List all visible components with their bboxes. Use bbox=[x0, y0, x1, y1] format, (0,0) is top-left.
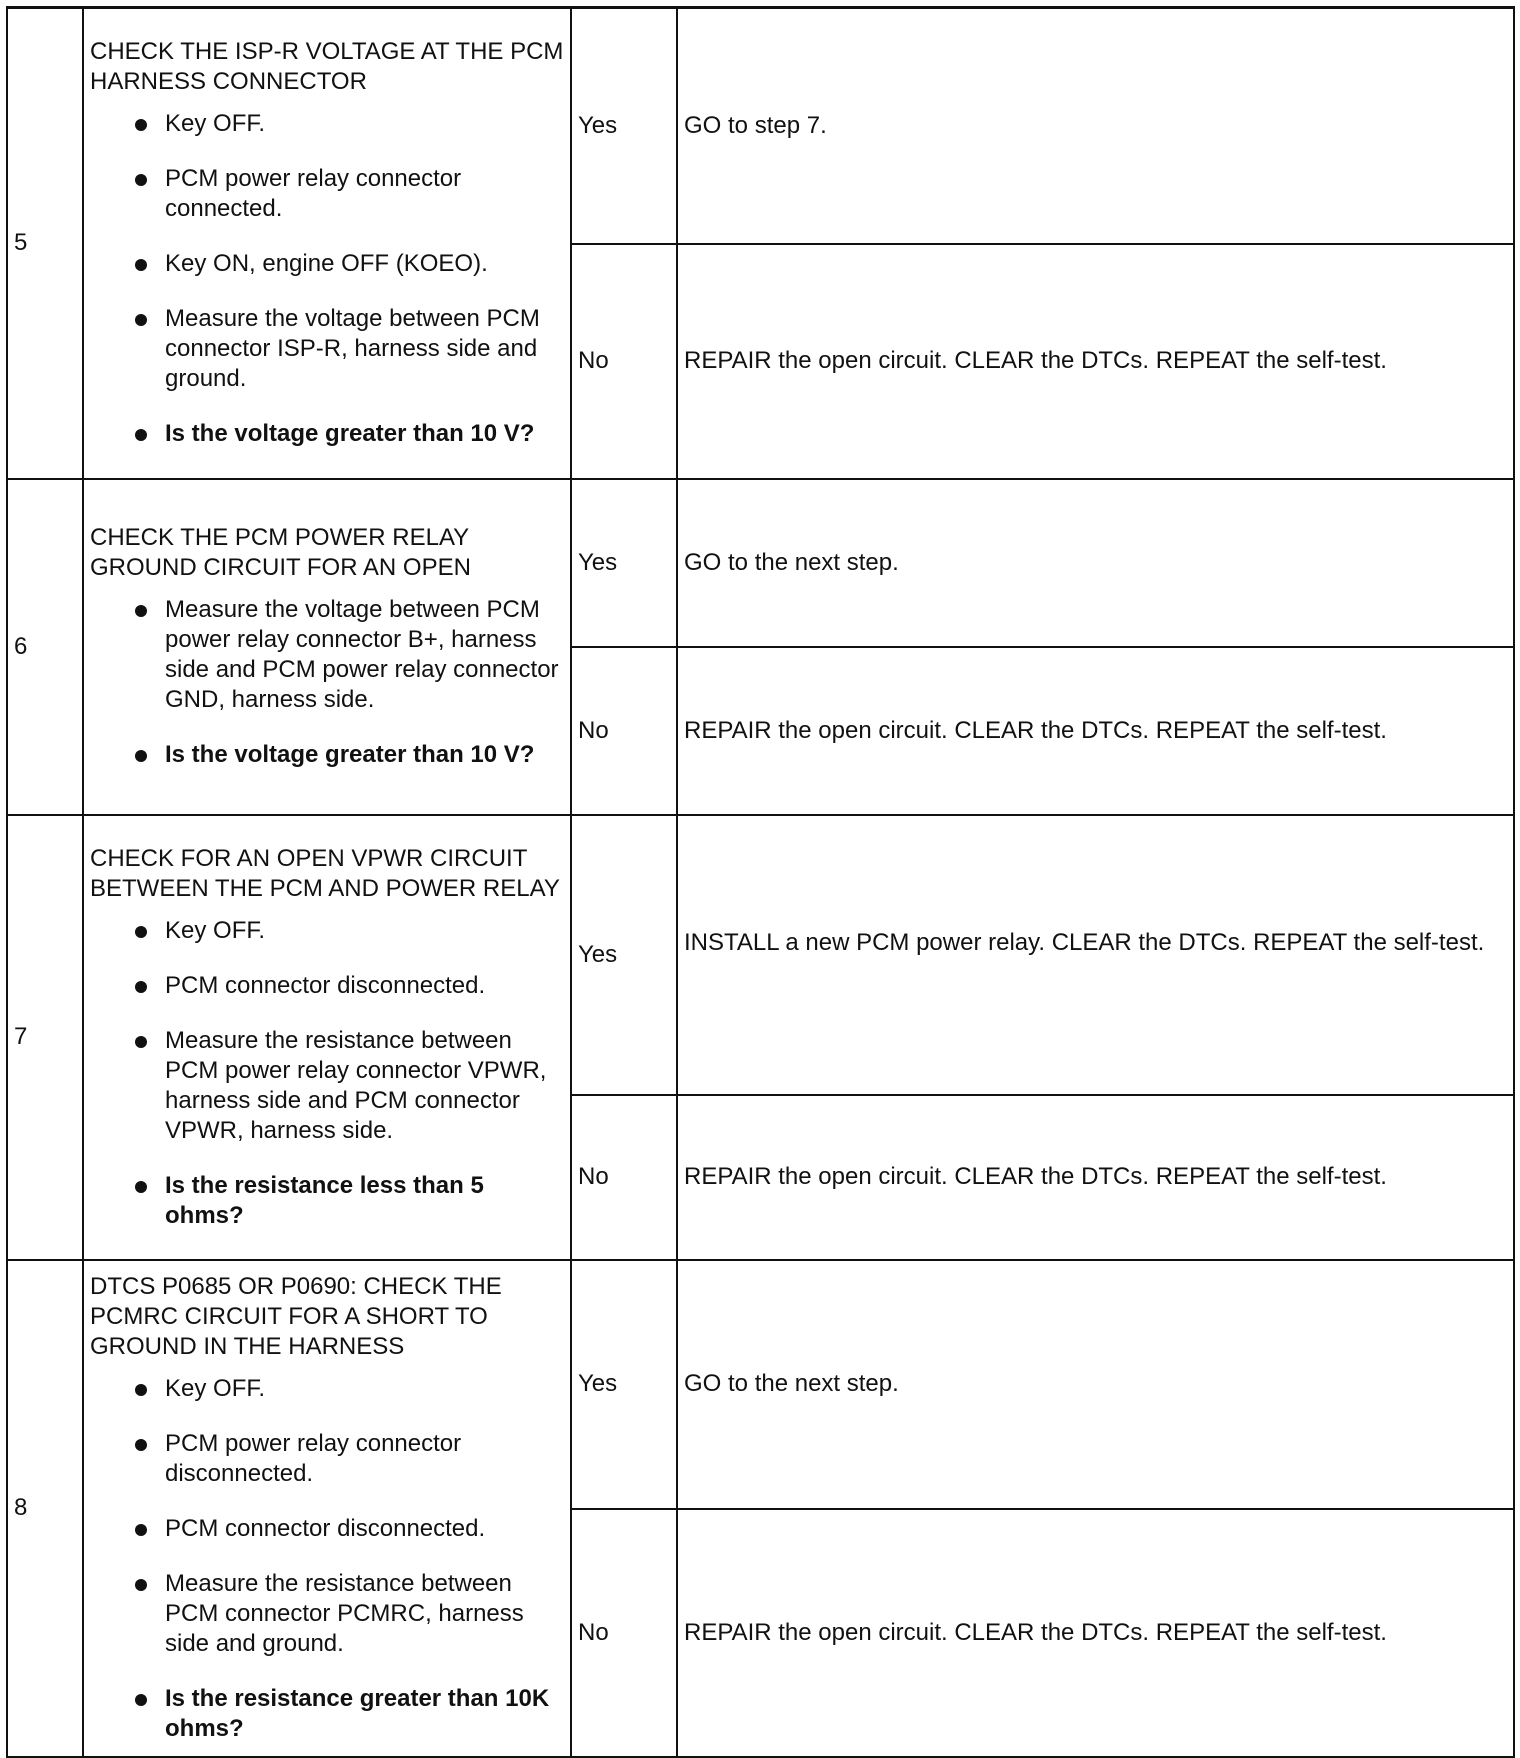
step-bullet-list bbox=[90, 1374, 564, 1744]
step-row-5-yes bbox=[7, 8, 1514, 244]
step-number: 7 bbox=[7, 815, 83, 1260]
step-bullet: Measure the resistance between PCM power relay connector VPWR, harness side and PCM connector VPWR, harness side. bbox=[135, 1026, 564, 1146]
step-number: 5 bbox=[7, 8, 83, 479]
step-number: 8 bbox=[7, 1260, 83, 1757]
step-question: Is the voltage greater than 10 V? bbox=[135, 419, 564, 449]
no-result: REPAIR the open circuit. CLEAR the DTCs. REPEAT the self-test. bbox=[677, 1509, 1514, 1757]
step-row-8-yes bbox=[7, 1260, 1514, 1509]
step-row-6-yes bbox=[7, 479, 1514, 647]
step-title: DTCS P0685 OR P0690: CHECK THE PCMRC CIRCUIT FOR A SHORT TO GROUND IN THE HARNESS bbox=[90, 1273, 502, 1360]
no-result: REPAIR the open circuit. CLEAR the DTCs. REPEAT the self-test. bbox=[677, 647, 1514, 815]
yes-label: Yes bbox=[571, 8, 677, 244]
diagnostic-steps-table bbox=[6, 6, 1515, 1758]
step-title: CHECK THE ISP-R VOLTAGE AT THE PCM HARNESS CONNECTOR bbox=[90, 38, 564, 96]
yes-result: GO to step 7. bbox=[677, 8, 1514, 244]
step-bullet: Measure the voltage between PCM power relay connector B+, harness side and PCM power relay connector GND, harness side. bbox=[135, 595, 564, 715]
step-action-cell bbox=[83, 479, 571, 815]
step-bullet: PCM power relay connector disconnected. bbox=[135, 1429, 564, 1489]
yes-result: GO to the next step. bbox=[677, 1260, 1514, 1509]
no-label: No bbox=[571, 244, 677, 479]
step-bullet-list bbox=[90, 109, 564, 449]
step-bullet: PCM connector disconnected. bbox=[135, 1514, 564, 1544]
no-result: REPAIR the open circuit. CLEAR the DTCs. REPEAT the self-test. bbox=[677, 244, 1514, 479]
diagnostic-page bbox=[6, 6, 1514, 1746]
step-bullet-list bbox=[90, 916, 564, 1231]
step-bullet: Key OFF. bbox=[135, 916, 564, 946]
step-question: Is the voltage greater than 10 V? bbox=[135, 740, 564, 770]
step-bullet: Measure the resistance between PCM connector PCMRC, harness side and ground. bbox=[135, 1569, 564, 1659]
yes-label: Yes bbox=[571, 1260, 677, 1509]
step-action-cell bbox=[83, 815, 571, 1260]
step-number: 6 bbox=[7, 479, 83, 815]
step-bullet: Key OFF. bbox=[135, 1374, 564, 1404]
yes-result: GO to the next step. bbox=[677, 479, 1514, 647]
step-bullet: Measure the voltage between PCM connector ISP-R, harness side and ground. bbox=[135, 304, 564, 394]
step-bullet-list bbox=[90, 595, 564, 770]
no-label: No bbox=[571, 1095, 677, 1260]
step-bullet: PCM power relay connector connected. bbox=[135, 164, 564, 224]
step-bullet: Key ON, engine OFF (KOEO). bbox=[135, 249, 564, 279]
step-row-7-yes bbox=[7, 815, 1514, 1095]
yes-label: Yes bbox=[571, 479, 677, 647]
step-question: Is the resistance less than 5 ohms? bbox=[135, 1171, 564, 1231]
no-label: No bbox=[571, 1509, 677, 1757]
step-title: CHECK THE PCM POWER RELAY GROUND CIRCUIT FOR AN OPEN bbox=[90, 524, 471, 581]
step-action-cell bbox=[83, 8, 571, 479]
step-action-cell bbox=[83, 1260, 571, 1757]
step-question: Is the resistance greater than 10K ohms? bbox=[135, 1684, 564, 1744]
yes-label: Yes bbox=[571, 815, 677, 1095]
step-bullet: PCM connector disconnected. bbox=[135, 971, 564, 1001]
step-title: CHECK FOR AN OPEN VPWR CIRCUIT BETWEEN THE PCM AND POWER RELAY bbox=[90, 844, 560, 902]
no-result: REPAIR the open circuit. CLEAR the DTCs. REPEAT the self-test. bbox=[677, 1095, 1514, 1260]
step-bullet: Key OFF. bbox=[135, 109, 564, 139]
yes-result-cell bbox=[677, 815, 1514, 1095]
no-label: No bbox=[571, 647, 677, 815]
yes-result: INSTALL a new PCM power relay. CLEAR the DTCs. REPEAT the self-test. bbox=[684, 928, 1485, 956]
